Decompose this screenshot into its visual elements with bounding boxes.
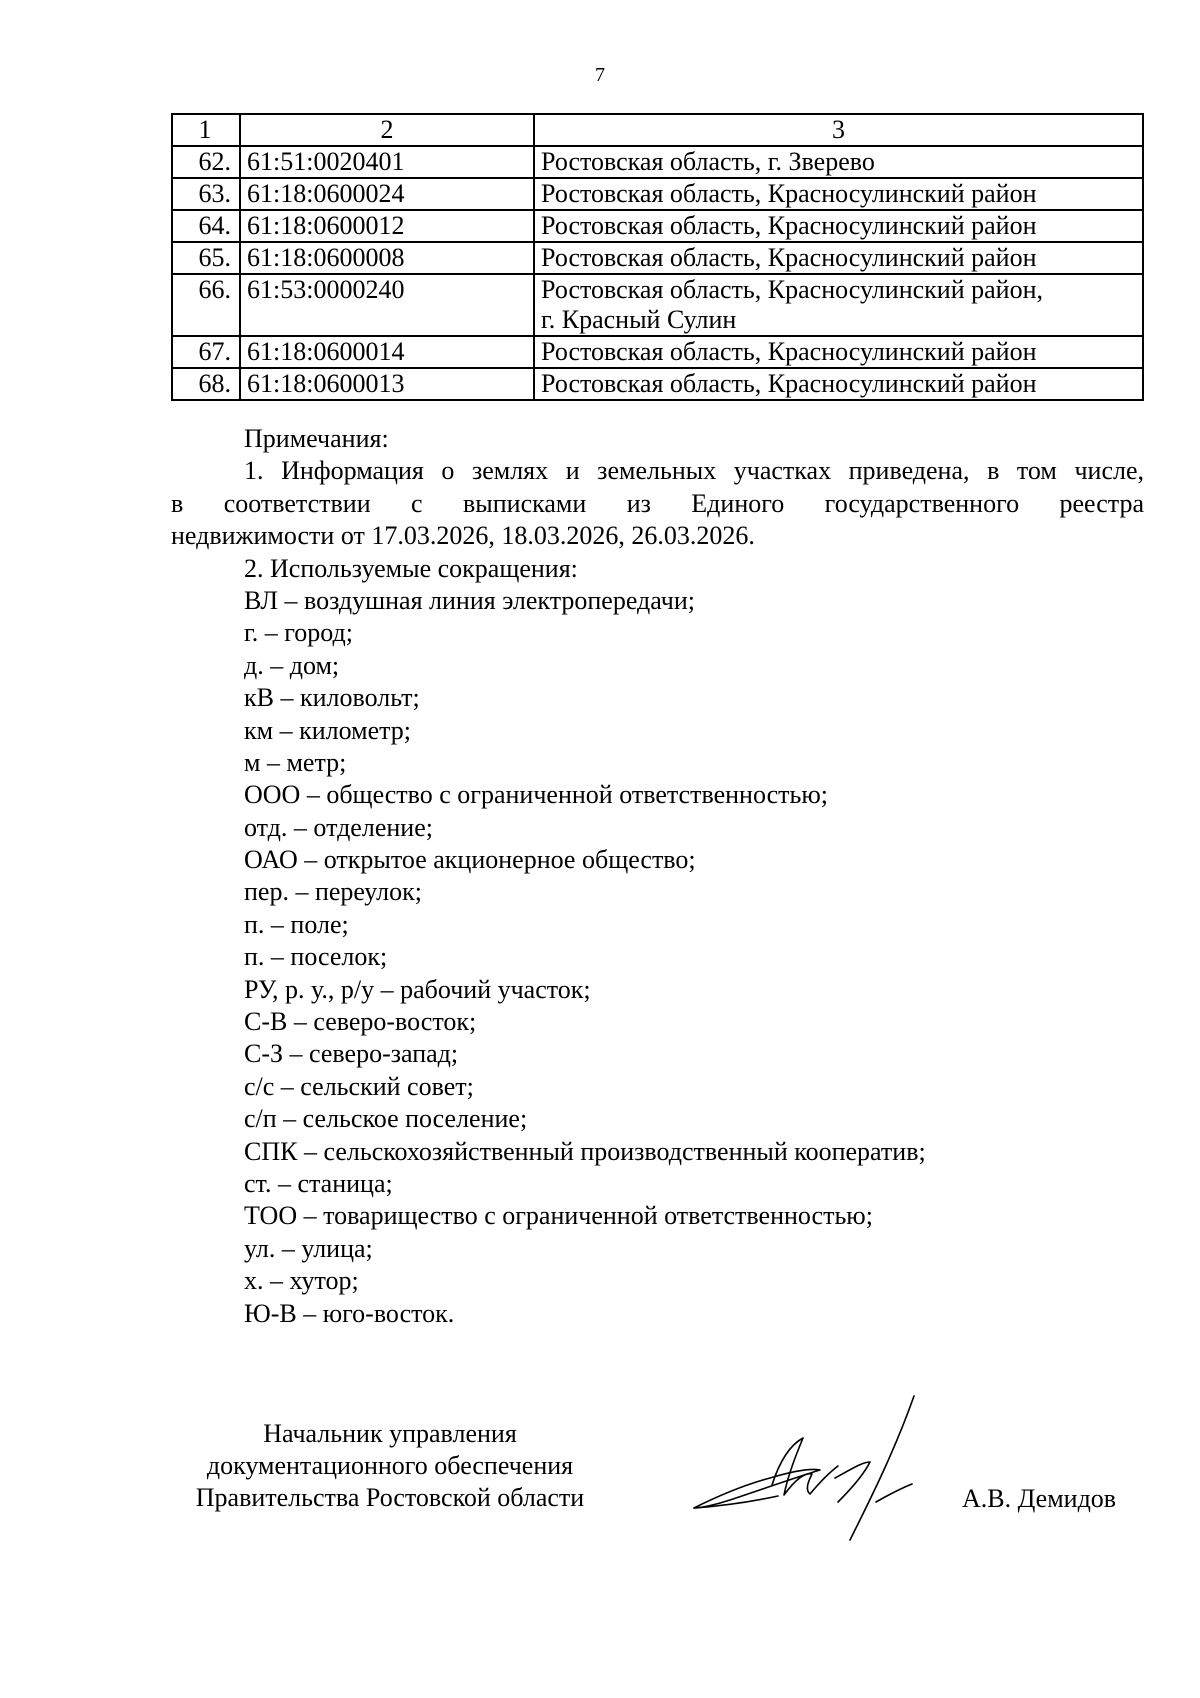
address: Ростовская область, Красносулинский район — [534, 242, 1143, 274]
note-2: 2. Используемые сокращения: — [244, 553, 578, 583]
row-number: 64. — [172, 210, 240, 242]
abbreviation-item: С-З – северо-запад; — [244, 1039, 459, 1069]
abbreviation-item: д. – дом; — [244, 650, 340, 680]
abbreviation-item: п. – поселок; — [244, 942, 388, 972]
cadastral-code: 61:18:0600013 — [240, 368, 534, 400]
abbreviation-item: ул. – улица; — [244, 1233, 373, 1263]
address: Ростовская область, Красносулинский район — [534, 210, 1143, 242]
row-number: 67. — [172, 336, 240, 368]
abbreviation-item: СПК – сельскохозяйственный производственный кооператив; — [244, 1136, 926, 1166]
abbreviation-item: ОАО – открытое акционерное общество; — [244, 845, 696, 875]
cadastral-code: 61:51:0020401 — [240, 146, 534, 178]
cadastral-code: 61:18:0600012 — [240, 210, 534, 242]
abbreviation-item: пер. – переулок; — [244, 877, 422, 907]
table-row — [172, 178, 1143, 210]
address: Ростовская область, Красносулинский район — [534, 336, 1143, 368]
address-line-1: Ростовская область, Красносулинский район, — [541, 275, 1043, 304]
address-multiline — [534, 274, 1143, 336]
table-header-row — [172, 114, 1143, 146]
note-1-line-3: недвижимости от 17.03.2026, 18.03.2026, 26.03.2026. — [171, 521, 755, 551]
note-1-line-2: в соответствии с выписками из Единого государственного реестра — [171, 488, 1144, 518]
cadastral-code: 61:18:0600008 — [240, 242, 534, 274]
notes-section — [171, 423, 1144, 1330]
abbreviation-item: п. – поле; — [244, 909, 349, 939]
abbreviation-item: с/п – сельское поселение; — [244, 1104, 528, 1134]
abbreviation-item: кВ – киловольт; — [244, 683, 420, 713]
abbreviation-item: х. – хутор; — [244, 1266, 359, 1296]
row-number: 63. — [172, 178, 240, 210]
row-number: 66. — [172, 274, 240, 336]
table-row — [172, 368, 1143, 400]
cadastral-code: 61:53:0000240 — [240, 274, 534, 336]
address: Ростовская область, Красносулинский район — [534, 368, 1143, 400]
abbreviation-item: с/с – сельский совет; — [244, 1071, 474, 1101]
abbreviation-item: С-В – северо-восток; — [244, 1007, 477, 1037]
header-col-3: 3 — [534, 114, 1143, 146]
abbreviation-item: ООО – общество с ограниченной ответственностью; — [244, 780, 829, 810]
abbreviation-item: отд. – отделение; — [244, 812, 433, 842]
abbreviation-item: ТОО – товарищество с ограниченной ответственностью; — [244, 1201, 873, 1231]
address-line-2: г. Красный Сулин — [541, 305, 737, 334]
header-col-1: 1 — [172, 114, 240, 146]
table-row — [172, 274, 1143, 336]
abbreviation-item: м – метр; — [244, 747, 347, 777]
page-number: 7 — [595, 64, 605, 86]
notes-heading: Примечания: — [244, 424, 389, 453]
abbreviation-item: РУ, р. у., р/у – рабочий участок; — [244, 974, 591, 1004]
position-line-1: Начальник управления — [263, 1419, 517, 1448]
address: Ростовская область, Красносулинский район — [534, 178, 1143, 210]
position-line-2: документационного обеспечения — [206, 1451, 574, 1480]
table-row — [172, 146, 1143, 178]
table-row — [172, 336, 1143, 368]
handwritten-signature — [690, 1390, 940, 1550]
row-number: 62. — [172, 146, 240, 178]
abbreviation-item: Ю-В – юго-восток. — [244, 1298, 455, 1328]
cadastral-code: 61:18:0600024 — [240, 178, 534, 210]
land-registry-table — [171, 113, 1144, 401]
header-col-2: 2 — [240, 114, 534, 146]
row-number: 65. — [172, 242, 240, 274]
signer-name: А.В. Демидов — [962, 1484, 1117, 1513]
signatory-position — [150, 1418, 630, 1514]
table-row — [172, 242, 1143, 274]
note-1-line-1: 1. Информация о землях и земельных участках приведена, в том числе, — [244, 456, 1144, 486]
row-number: 68. — [172, 368, 240, 400]
position-line-3: Правительства Ростовской области — [195, 1483, 585, 1512]
cadastral-code: 61:18:0600014 — [240, 336, 534, 368]
address: Ростовская область, г. Зверево — [534, 146, 1143, 178]
abbreviation-item: км – километр; — [244, 715, 412, 745]
table-row — [172, 210, 1143, 242]
abbreviation-item: ВЛ – воздушная линия электропередачи; — [244, 585, 695, 615]
abbreviation-item: ст. – станица; — [244, 1168, 393, 1198]
abbreviation-item: г. – город; — [244, 618, 353, 648]
